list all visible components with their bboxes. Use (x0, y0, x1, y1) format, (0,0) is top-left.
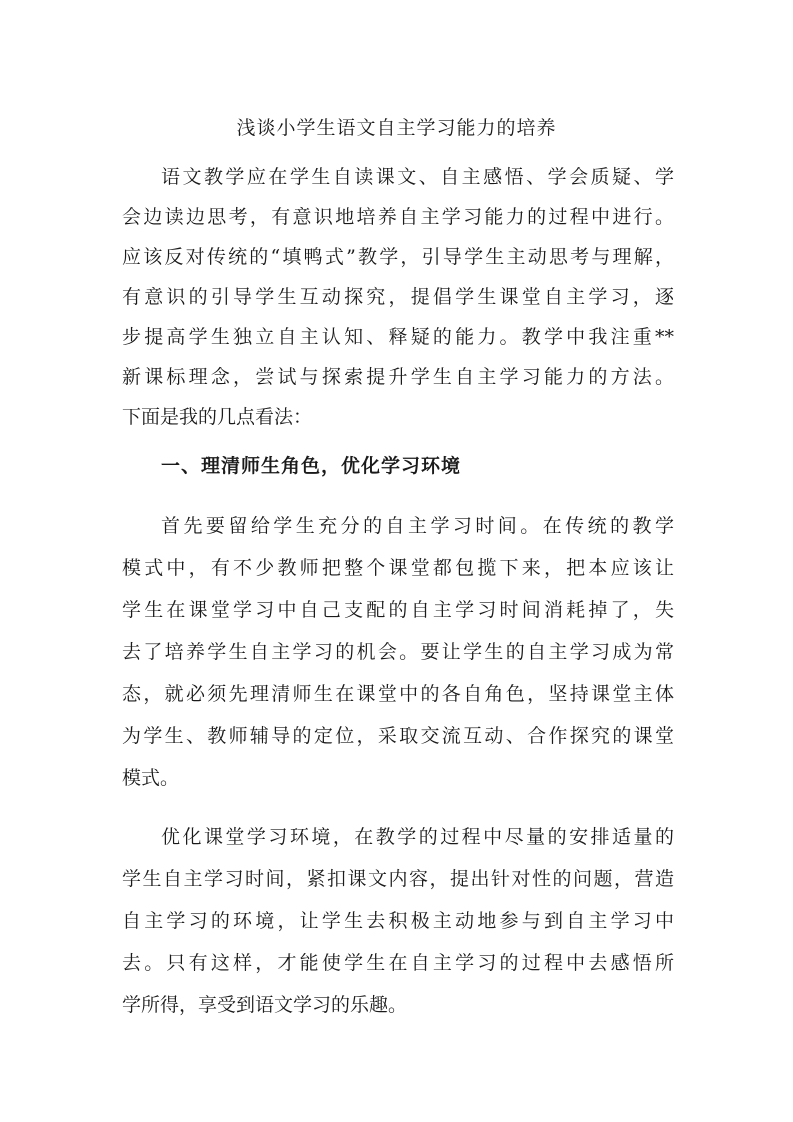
paragraph-line: 自主学习的环境，让学生去积极主动地参与到自主学习中 (122, 910, 674, 932)
intro-line: 语文教学应在学生自读课文、自主感悟、学会质疑、学 (161, 166, 674, 188)
intro-line: 步提高学生独立自主认知、释疑的能力。教学中我注重** (122, 326, 674, 348)
intro-line: 应该反对传统的“填鸭式”教学，引导学生主动思考与理解， (122, 246, 674, 268)
paragraph-line: 态，就必须先理清师生在课堂中的各自角色，坚持课堂主体 (122, 683, 674, 705)
paragraph-line: 去了培养学生自主学习的机会。要让学生的自主学习成为常 (122, 641, 674, 663)
intro-line: 下面是我的几点看法： (122, 406, 313, 428)
intro-line: 会边读边思考，有意识地培养自主学习能力的过程中进行。 (122, 206, 674, 228)
paragraph-line: 为学生、教师辅导的定位，采取交流互动、合作探究的课堂 (122, 725, 674, 747)
paragraph-line: 去。只有这样，才能使学生在自主学习的过程中去感悟所 (122, 952, 674, 974)
section-heading: 一、理清师生角色，优化学习环境 (161, 455, 462, 477)
paragraph-line: 学生在课堂学习中自己支配的自主学习时间消耗掉了，失 (122, 599, 674, 621)
intro-line: 有意识的引导学生互动探究，提倡学生课堂自主学习，逐 (122, 286, 674, 308)
paragraph-line: 模式中，有不少教师把整个课堂都包揽下来，把本应该让 (122, 557, 674, 579)
paragraph-line: 模式。 (122, 767, 180, 789)
document-title: 浅谈小学生语文自主学习能力的培养 (236, 117, 557, 139)
paragraph-line: 学生自主学习时间，紧扣课文内容，提出针对性的问题，营造 (122, 868, 674, 890)
paragraph-line: 优化课堂学习环境，在教学的过程中尽量的安排适量的 (161, 826, 674, 848)
paragraph-line: 学所得，享受到语文学习的乐趣。 (122, 994, 408, 1016)
paragraph-line: 首先要留给学生充分的自主学习时间。在传统的教学 (161, 515, 674, 537)
intro-line: 新课标理念，尝试与探索提升学生自主学习能力的方法。 (122, 366, 674, 388)
